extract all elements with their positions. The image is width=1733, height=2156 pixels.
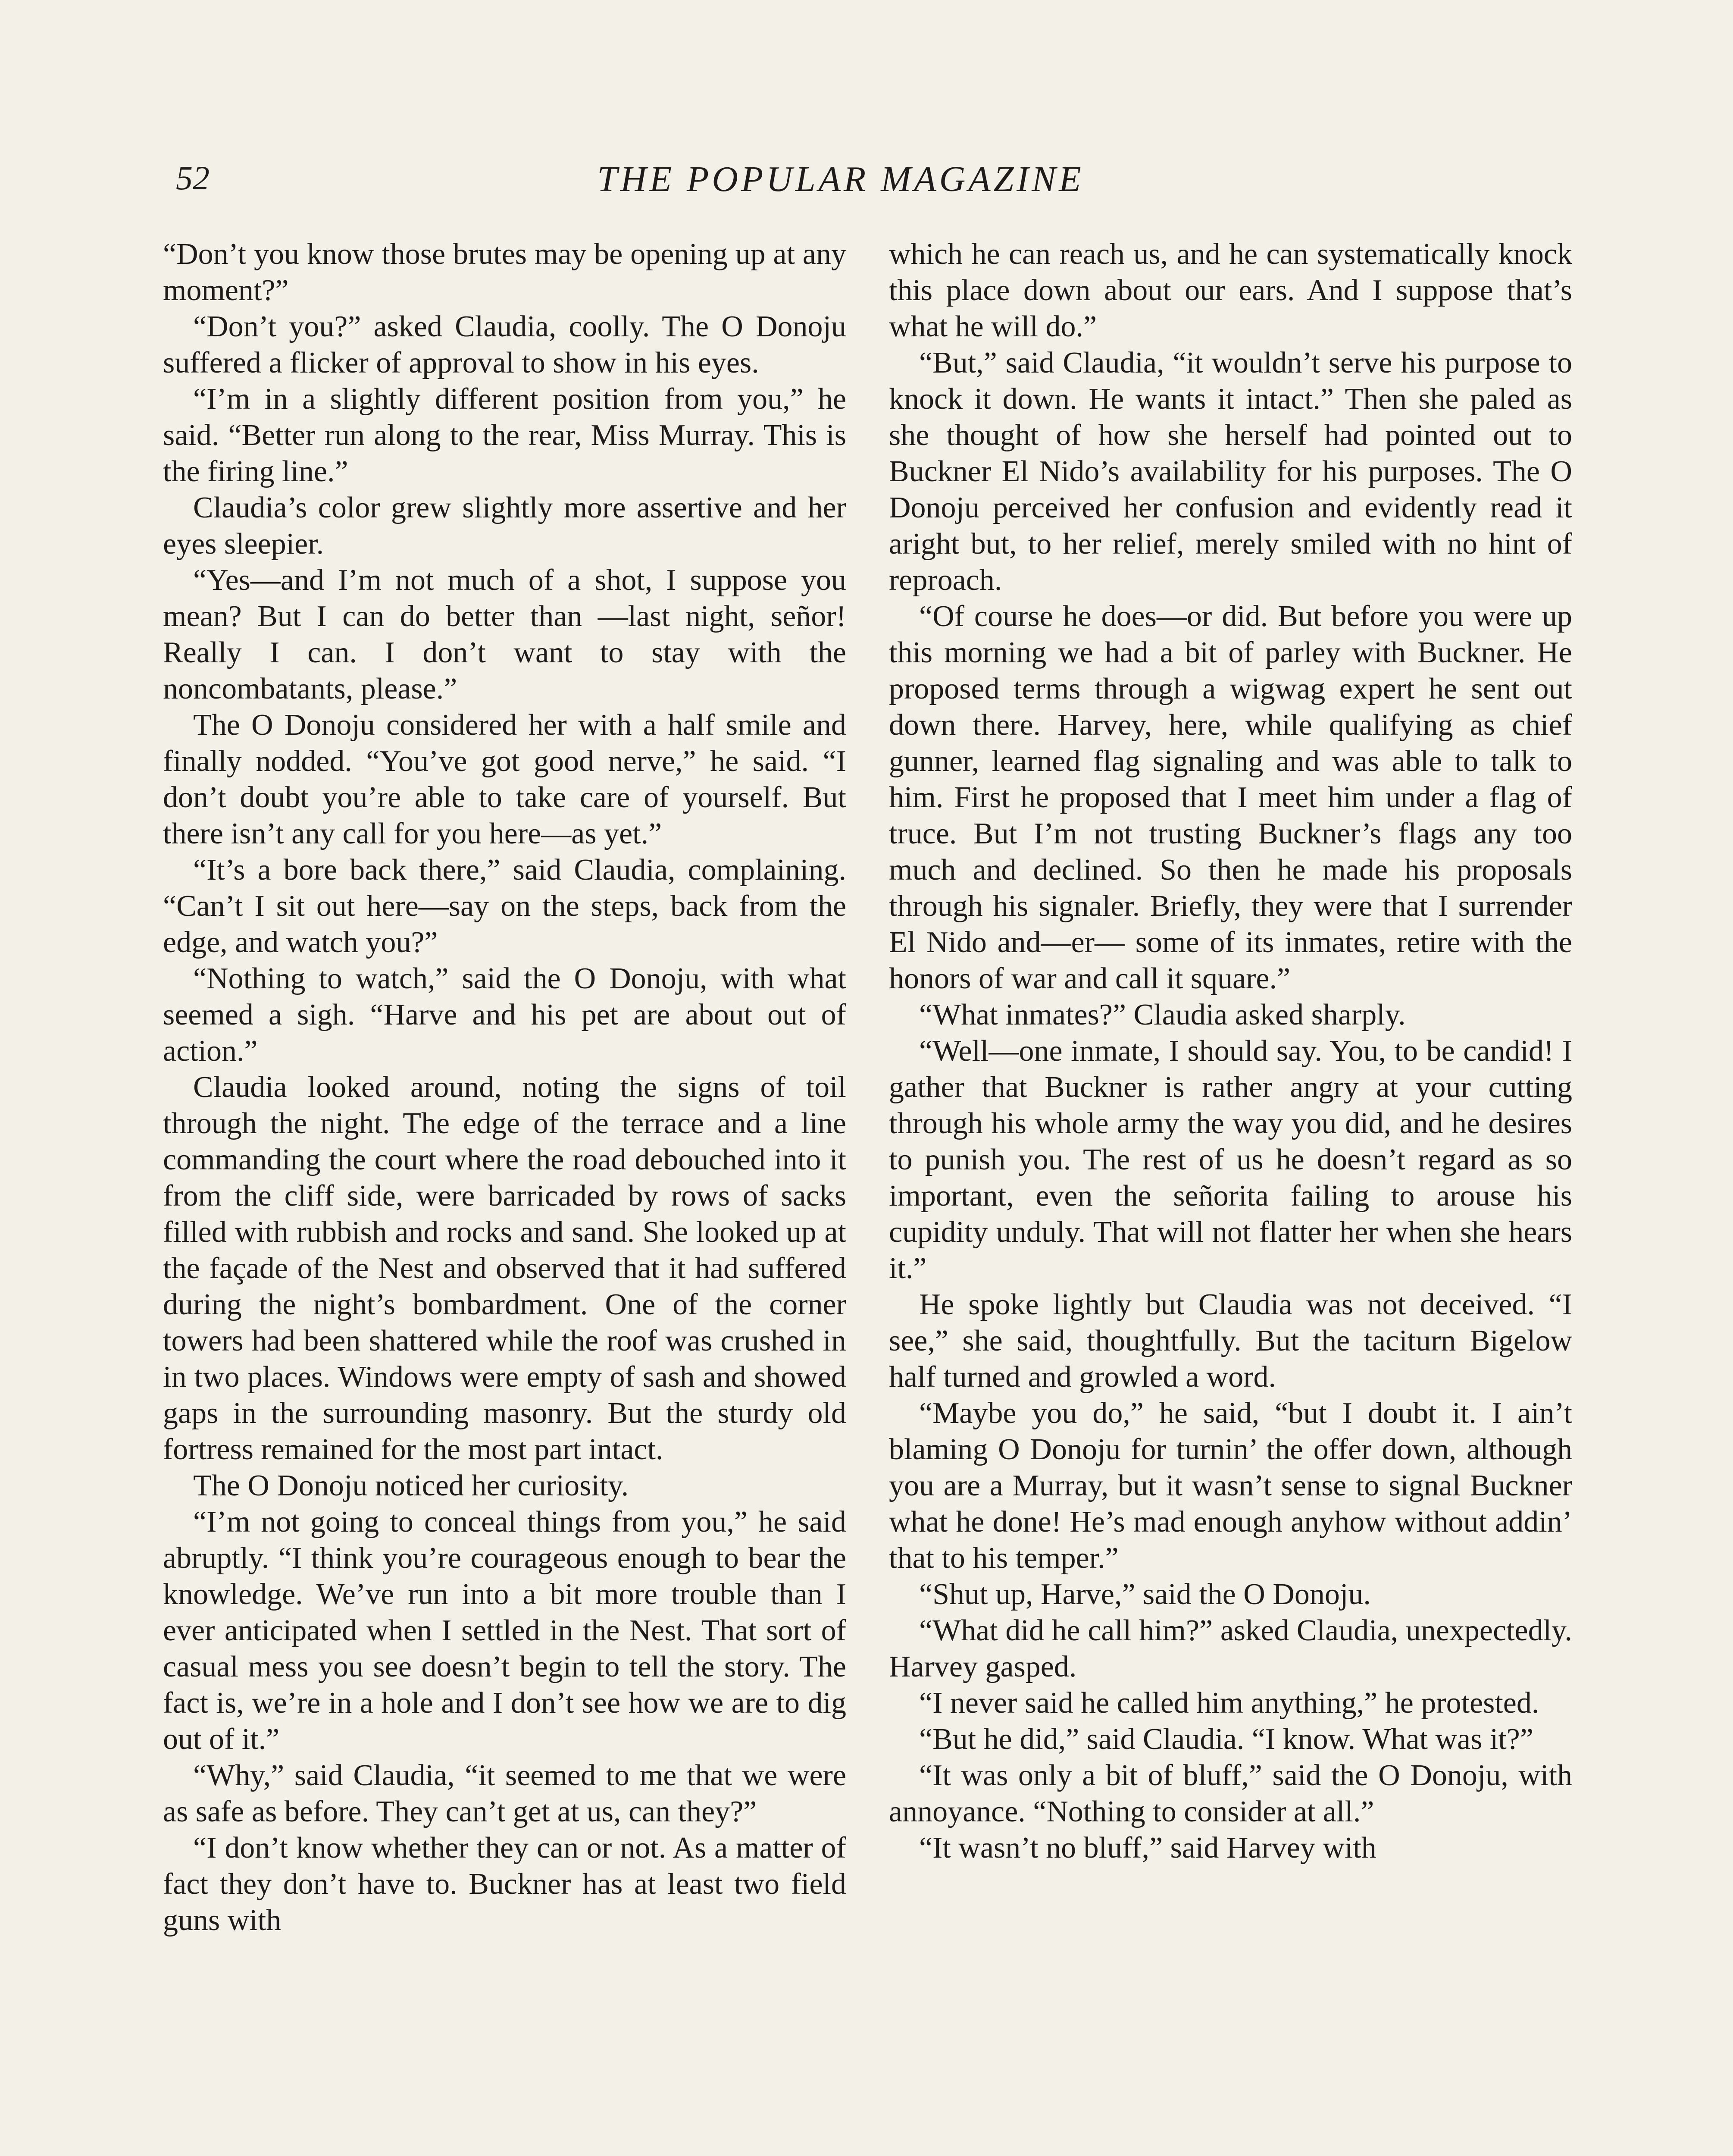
paragraph: “But,” said Claudia, “it wouldn’t serve his purpose to knock it down. He wants it intact.” Then she paled as she thought of how she herself had pointed out to Buckner El Nido’s availability for his purposes. The O Donoju perceived her confusion and evidently read it aright but, to her relief, merely smiled with no hint of reproach. — [889, 346, 1572, 597]
paragraph: The O Donoju considered her with a half smile and finally nodded. “You’ve got good nerve,” he said. “I don’t doubt you’re able to take care of yourself. But there isn’t any call for you here—as yet.” — [163, 708, 846, 850]
paragraph: “Don’t you know those brutes may be opening up at any moment?” — [163, 238, 846, 307]
right-column — [889, 236, 1572, 1866]
paragraph: “It’s a bore back there,” said Claudia, complaining. “Can’t I sit out here—say on the steps, back from the edge, and watch you?” — [163, 853, 846, 959]
paragraph: “Yes—and I’m not much of a shot, I suppose you mean? But I can do better than —last night, señor! Really I can. I don’t want to stay with the noncombatants, please.” — [163, 564, 846, 705]
paragraph: “I’m in a slightly different position from you,” he said. “Better run along to the rear, Miss Murray. This is the firing line.” — [163, 382, 846, 488]
paragraph: He spoke lightly but Claudia was not deceived. “I see,” she said, thoughtfully. But the taciturn Bigelow half turned and growled a word. — [889, 1288, 1572, 1394]
paragraph: “I never said he called him anything,” he protested. — [919, 1686, 1539, 1720]
paragraph: “What inmates?” Claudia asked sharply. — [919, 998, 1406, 1031]
paragraph: “Why,” said Claudia, “it seemed to me that we were as safe as before. They can’t get at us, can they?” — [163, 1759, 846, 1828]
paragraph: “Shut up, Harve,” said the O Donoju. — [919, 1578, 1371, 1611]
paragraph: The O Donoju noticed her curiosity. — [193, 1469, 629, 1502]
page-number: 52 — [176, 159, 210, 197]
paragraph: “It wasn’t no bluff,” said Harvey with — [919, 1831, 1376, 1865]
running-head: THE POPULAR MAGAZINE — [597, 159, 1084, 199]
left-column — [163, 236, 846, 1939]
paragraph: “It was only a bit of bluff,” said the O Donoju, with annoyance. “Nothing to consider at all.” — [889, 1759, 1572, 1828]
paragraph: “I don’t know whether they can or not. As a matter of fact they don’t have to. Buckner has at least two field guns with — [163, 1831, 846, 1937]
paragraph: “Maybe you do,” he said, “but I doubt it. I ain’t blaming O Donoju for turnin’ the offer down, although you are a Murray, but it wasn’t sense to signal Buckner what he done! He’s mad enough anyhow without addin’ that to his temper.” — [889, 1397, 1572, 1575]
paragraph: “Nothing to watch,” said the O Donoju, with what seemed a sigh. “Harve and his pet are about out of action.” — [163, 962, 846, 1068]
paragraph: “But he did,” said Claudia. “I know. What was it?” — [919, 1723, 1533, 1756]
paragraph: “What did he call him?” asked Claudia, unexpectedly. Harvey gasped. — [889, 1614, 1572, 1683]
paragraph: “Don’t you?” asked Claudia, coolly. The O Donoju suffered a flicker of approval to show in his eyes. — [163, 310, 846, 379]
paragraph: which he can reach us, and he can systematically knock this place down about our ears. And I suppose that’s what he will do.” — [889, 238, 1572, 343]
paragraph: “Well—one inmate, I should say. You, to be candid! I gather that Buckner is rather angry at your cutting through his whole army the way you did, and he desires to punish you. The rest of us he doesn’t regard as so important, even the señorita failing to arouse his cupidity unduly. That will not flatter her when she hears it.” — [889, 1034, 1572, 1285]
paragraph: Claudia looked around, noting the signs of toil through the night. The edge of the terrace and a line commanding the court where the road debouched into it from the cliff side, were barricaded by rows of sacks filled with rubbish and rocks and sand. She looked up at the façade of the Nest and observed that it had suffered during the night’s bombardment. One of the corner towers had been shattered while the roof was crushed in in two places. Windows were empty of sash and showed gaps in the surrounding masonry. But the sturdy old fortress remained for the most part intact. — [163, 1071, 846, 1466]
paragraph: “I’m not going to conceal things from you,” he said abruptly. “I think you’re courageous enough to bear the knowledge. We’ve run into a bit more trouble than I ever anticipated when I settled in the Nest. That sort of casual mess you see doesn’t begin to tell the story. The fact is, we’re in a hole and I don’t see how we are to dig out of it.” — [163, 1505, 846, 1756]
paragraph: “Of course he does—or did. But before you were up this morning we had a bit of parley with Buckner. He proposed terms through a wigwag expert he sent out down there. Harvey, here, while qualifying as chief gunner, learned flag signaling and was able to talk to him. First he proposed that I meet him under a flag of truce. But I’m not trusting Buckner’s flags any too much and declined. So then he made his proposals through his signaler. Briefly, they were that I surrender El Nido and—er— some of its inmates, retire with the honors of war and call it square.” — [889, 600, 1572, 995]
paragraph: Claudia’s color grew slightly more assertive and her eyes sleepier. — [163, 491, 846, 561]
